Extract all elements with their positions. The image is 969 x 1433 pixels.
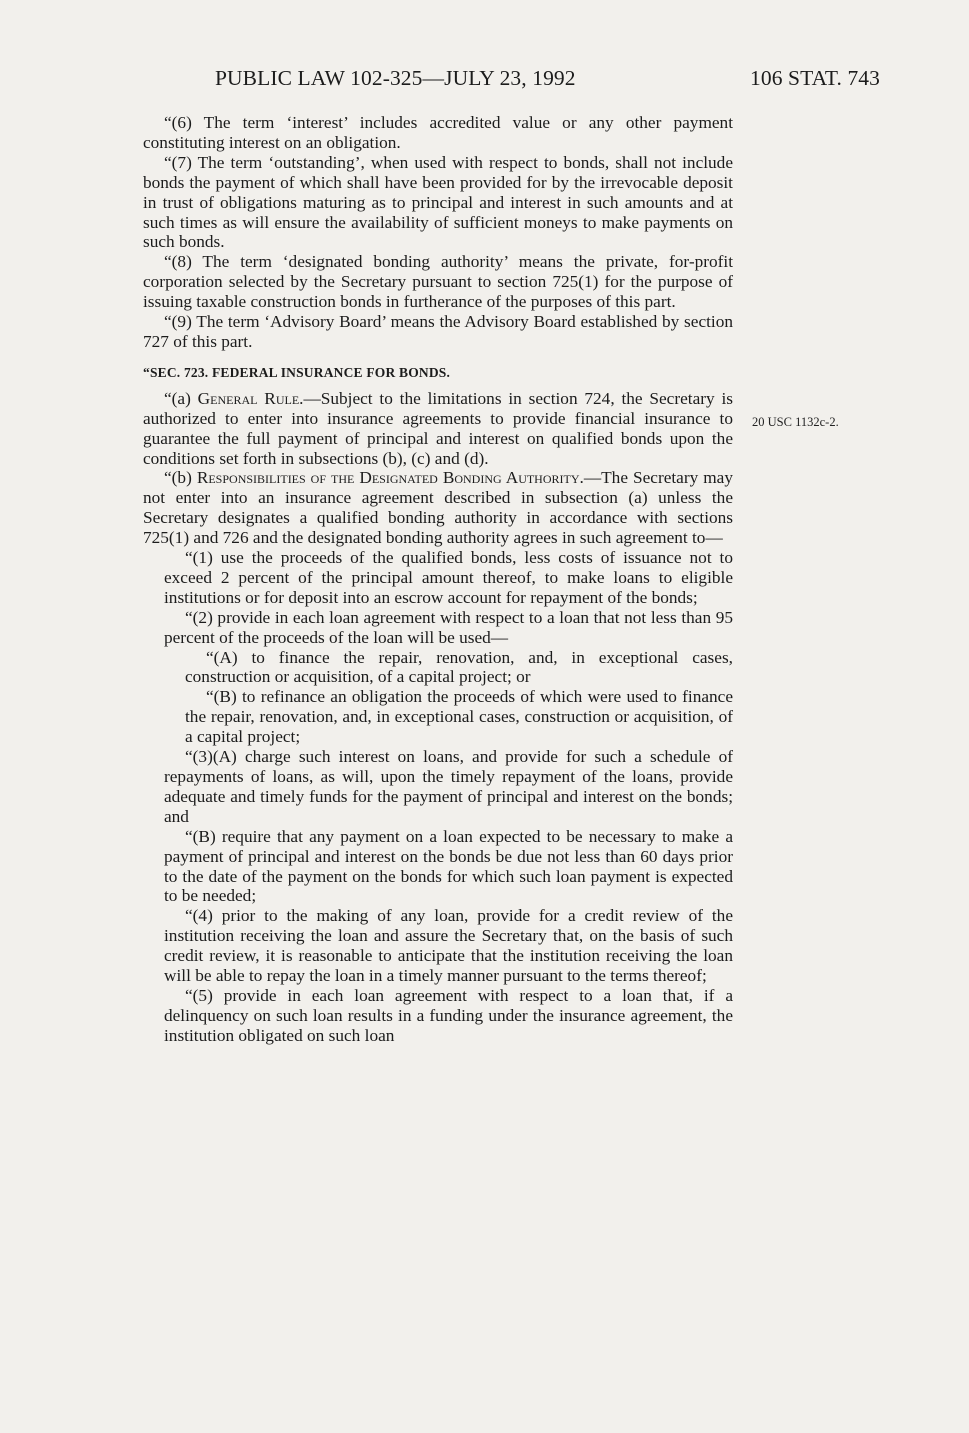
paragraph-b2: “(2) provide in each loan agreement with respect to a loan that not less than 95 percent of the proceeds of the loan will be used—	[164, 607, 733, 647]
subsection-b-lead: “(b)	[164, 468, 197, 488]
subsection-b-heading: Responsibilities of the Designated Bonding Authority.	[196, 468, 584, 488]
subsection-a-lead: “(a)	[164, 388, 198, 408]
subsection-b-text: —The Secretary may not enter into an insurance agreement described in subsection (a) unless the Secretary designates a qualified bonding authority in accordance with sections 725(1) and 726 and the designated bonding authority agrees in such agreement to—	[143, 468, 733, 548]
paragraph-b2-A: “(A) to finance the repair, renovation, and, in exceptional cases, construction or acquisition, of a capital project; or	[185, 647, 733, 687]
paragraph-9: “(9) The term ‘Advisory Board’ means the Advisory Board established by section 727 of this part.	[143, 312, 733, 351]
subsection-b	[143, 468, 733, 548]
document-body	[143, 113, 733, 1046]
subsection-a-heading: General Rule.	[197, 388, 304, 408]
header-stat-citation: 106 STAT. 743	[750, 66, 880, 90]
paragraph-b4: “(4) prior to the making of any loan, provide for a credit review of the institution receiving the loan and assure the Secretary that, on the basis of such credit review, it is reasonable to anticipate that the institution receiving the loan will be able to repay the loan in a timely manner pursuant to the terms thereof;	[164, 906, 733, 986]
subsection-a-text: —Subject to the limitations in section 724, the Secretary is authorized to enter into insurance agreements to provide financial insurance to guarantee the full payment of principal and interest on qualified bonds upon the conditions set forth in subsections (b), (c) and (d).	[143, 388, 733, 468]
paragraph-6: “(6) The term ‘interest’ includes accredited value or any other payment constituting interest on an obligation.	[143, 113, 733, 152]
section-heading: “SEC. 723. FEDERAL INSURANCE FOR BONDS.	[143, 364, 451, 380]
paragraph-b3-B: “(B) require that any payment on a loan expected to be necessary to make a payment of principal and interest on the bonds be due not less than 60 days prior to the date of the payment on the bonds for which such loan payment is expected to be needed;	[164, 826, 733, 906]
margin-citation: 20 USC 1132c-2.	[752, 415, 839, 429]
paragraph-b5: “(5) provide in each loan agreement with respect to a loan that, if a delinquency on such loan results in a funding under the insurance agreement, the institution obligated on such loan	[164, 985, 733, 1045]
paragraph-7: “(7) The term ‘outstanding’, when used with respect to bonds, shall not include bonds the payment of which shall have been provided for by the irrevocable deposit in trust of obligations maturing as to principal and interest in such amounts and at such times as will ensure the availability of sufficient moneys to make payments on such bonds.	[143, 152, 733, 252]
header-title: PUBLIC LAW 102-325—JULY 23, 1992	[215, 66, 576, 90]
paragraph-8: “(8) The term ‘designated bonding authority’ means the private, for-profit corporation selected by the Secretary pursuant to section 725(1) for the purpose of issuing taxable construction bonds in furtherance of the purposes of this part.	[143, 252, 733, 312]
paragraph-b2-B: “(B) to refinance an obligation the proceeds of which were used to finance the repair, renovation, and, in exceptional cases, construction or acquisition, of a capital project;	[185, 687, 733, 747]
subsection-a	[143, 389, 733, 469]
paragraph-b3-A: “(3)(A) charge such interest on loans, and provide for such a schedule of repayments of loans, as will, upon the timely repayment of the loans, provide adequate and timely funds for the payment of principal and interest on the bonds; and	[164, 747, 733, 826]
paragraph-b1: “(1) use the proceeds of the qualified bonds, less costs of issuance not to exceed 2 percent of the principal amount thereof, to make loans to eligible institutions or for deposit into an escrow account for repayment of the bonds;	[164, 548, 733, 607]
